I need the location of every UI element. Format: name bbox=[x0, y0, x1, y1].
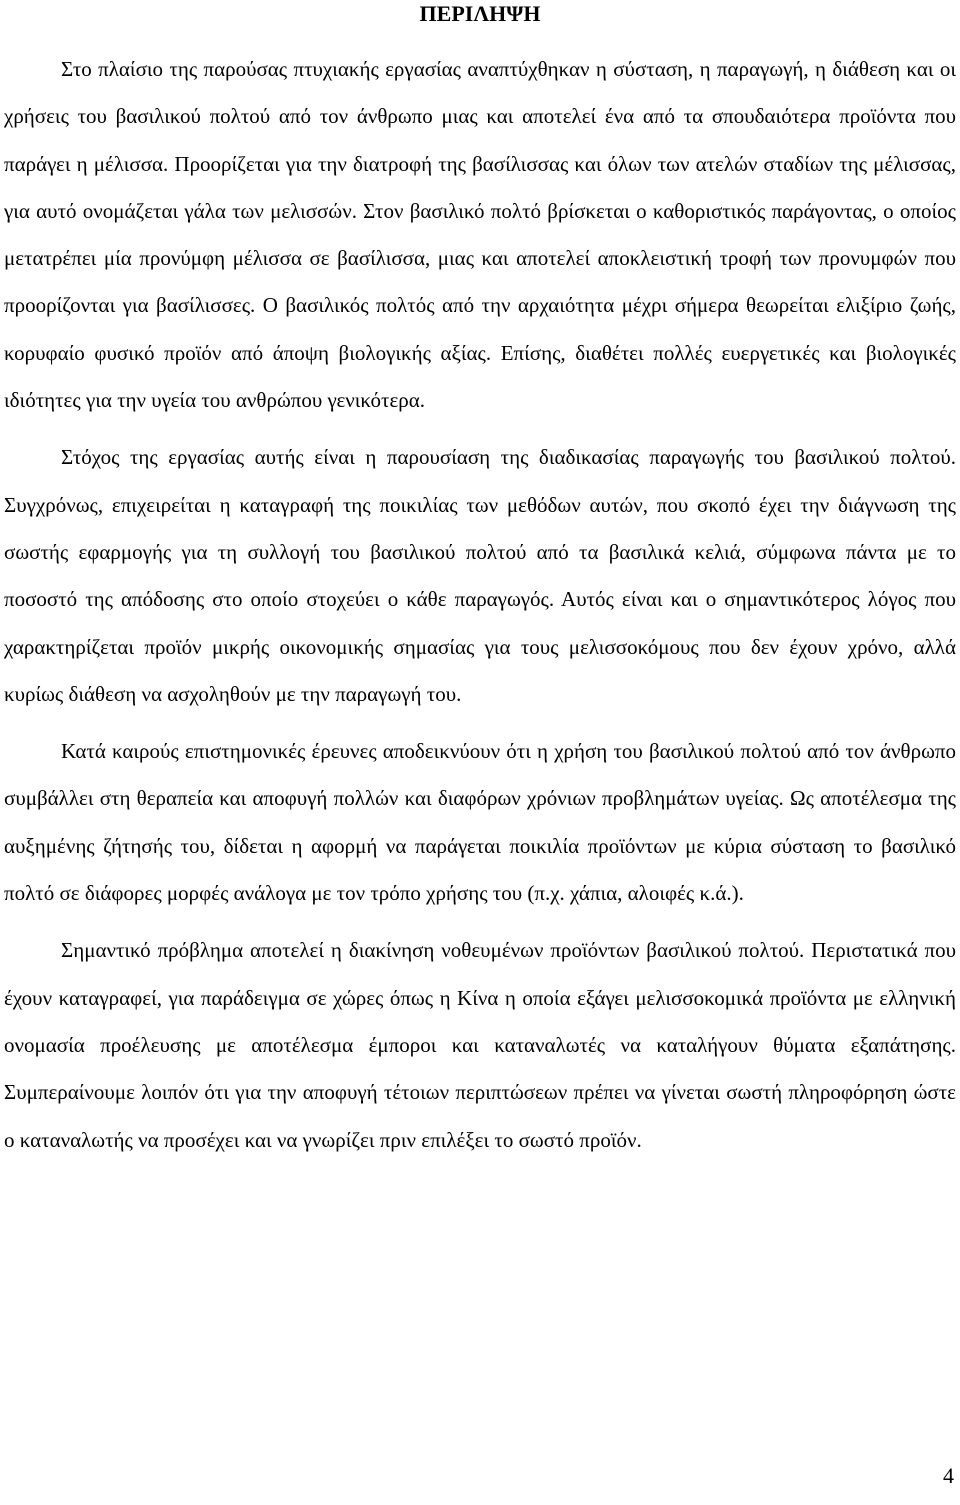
paragraph-4: Σημαντικό πρόβλημα αποτελεί η διακίνηση νοθευμένων προϊόντων βασιλικού πολτού. Περιστατικά που έχουν καταγραφεί, για παράδειγμα σε χώρες όπως η Κίνα η οποία εξάγει μελισσοκομικά προϊόντα με ελληνική ονομασία προέλευσης με αποτέλεσμα έμποροι και καταναλωτές να καταλήγουν θύματα εξαπάτησης. Συμπεραίνουμε λοιπόν ότι για την αποφυγή τέτοιων περιπτώσεων πρέπει να γίνεται σωστή πληροφόρηση ώστε ο καταναλωτής να προσέχει και να γνωρίζει πριν επιλέξει το σωστό προϊόν. bbox=[4, 938, 956, 1152]
paragraph-3: Κατά καιρούς επιστημονικές έρευνες αποδεικνύουν ότι η χρήση του βασιλικού πολτού από τον άνθρωπο συμβάλλει στη θεραπεία και αποφυγή πολλών και διαφόρων χρόνιων προβλημάτων υγείας. Ως αποτέλεσμα της αυξημένης ζήτησής του, δίδεται η αφορμή να παράγεται ποικιλία προϊόντων με κύρια σύσταση το βασιλικό πολτό σε διάφορες μορφές ανάλογα με τον τρόπο χρήσης του (π.χ. χάπια, αλοιφές κ.ά.). bbox=[4, 739, 956, 906]
paragraph-2: Στόχος της εργασίας αυτής είναι η παρουσίαση της διαδικασίας παραγωγής του βασιλικού πολτού. Συγχρόνως, επιχειρείται η καταγραφή της ποικιλίας των μεθόδων αυτών, που σκοπό έχει την διάγνωση της σωστής εφαρμογής για τη συλλογή του βασιλικού πολτού από τα βασιλικά κελιά, σύμφωνα πάντα με το ποσοστό της απόδοσης στο οποίο στοχεύει ο κάθε παραγωγός. Αυτός είναι και ο σημαντικότερος λόγος που χαρακτηρίζεται προϊόν μικρής οικονομικής σημασίας για τους μελισσοκόμους που δεν έχουν χρόνο, αλλά κυρίως διάθεση να ασχοληθούν με την παραγωγή του. bbox=[4, 445, 956, 706]
document-body bbox=[4, 46, 956, 1164]
page-number: 4 bbox=[943, 1463, 954, 1488]
paragraph-1: Στο πλαίσιο της παρούσας πτυχιακής εργασίας αναπτύχθηκαν η σύσταση, η παραγωγή, η διάθεση και οι χρήσεις του βασιλικού πολτού από τον άνθρωπο μιας και αποτελεί ένα από τα σπουδαιότερα προϊόντα που παράγει η μέλισσα. Προορίζεται για την διατροφή της βασίλισσας και όλων των ατελών σταδίων της μέλισσας, για αυτό ονομάζεται γάλα των μελισσών. Στον βασιλικό πολτό βρίσκεται ο καθοριστικός παράγοντας, ο οποίος μετατρέπει μία προνύμφη μέλισσα σε βασίλισσα, μιας και αποτελεί αποκλειστική τροφή των προνυμφών που προορίζονται για βασίλισσες. Ο βασιλικός πολτός από την αρχαιότητα μέχρι σήμερα θεωρείται ελιξίριο ζωής, κορυφαίο φυσικό προϊόν από άποψη βιολογικής αξίας. Επίσης, διαθέτει πολλές ευεργετικές και βιολογικές ιδιότητες για την υγεία του ανθρώπου γενικότερα. bbox=[4, 57, 956, 413]
document-title: ΠΕΡΙΛΗΨΗ bbox=[419, 1, 541, 26]
